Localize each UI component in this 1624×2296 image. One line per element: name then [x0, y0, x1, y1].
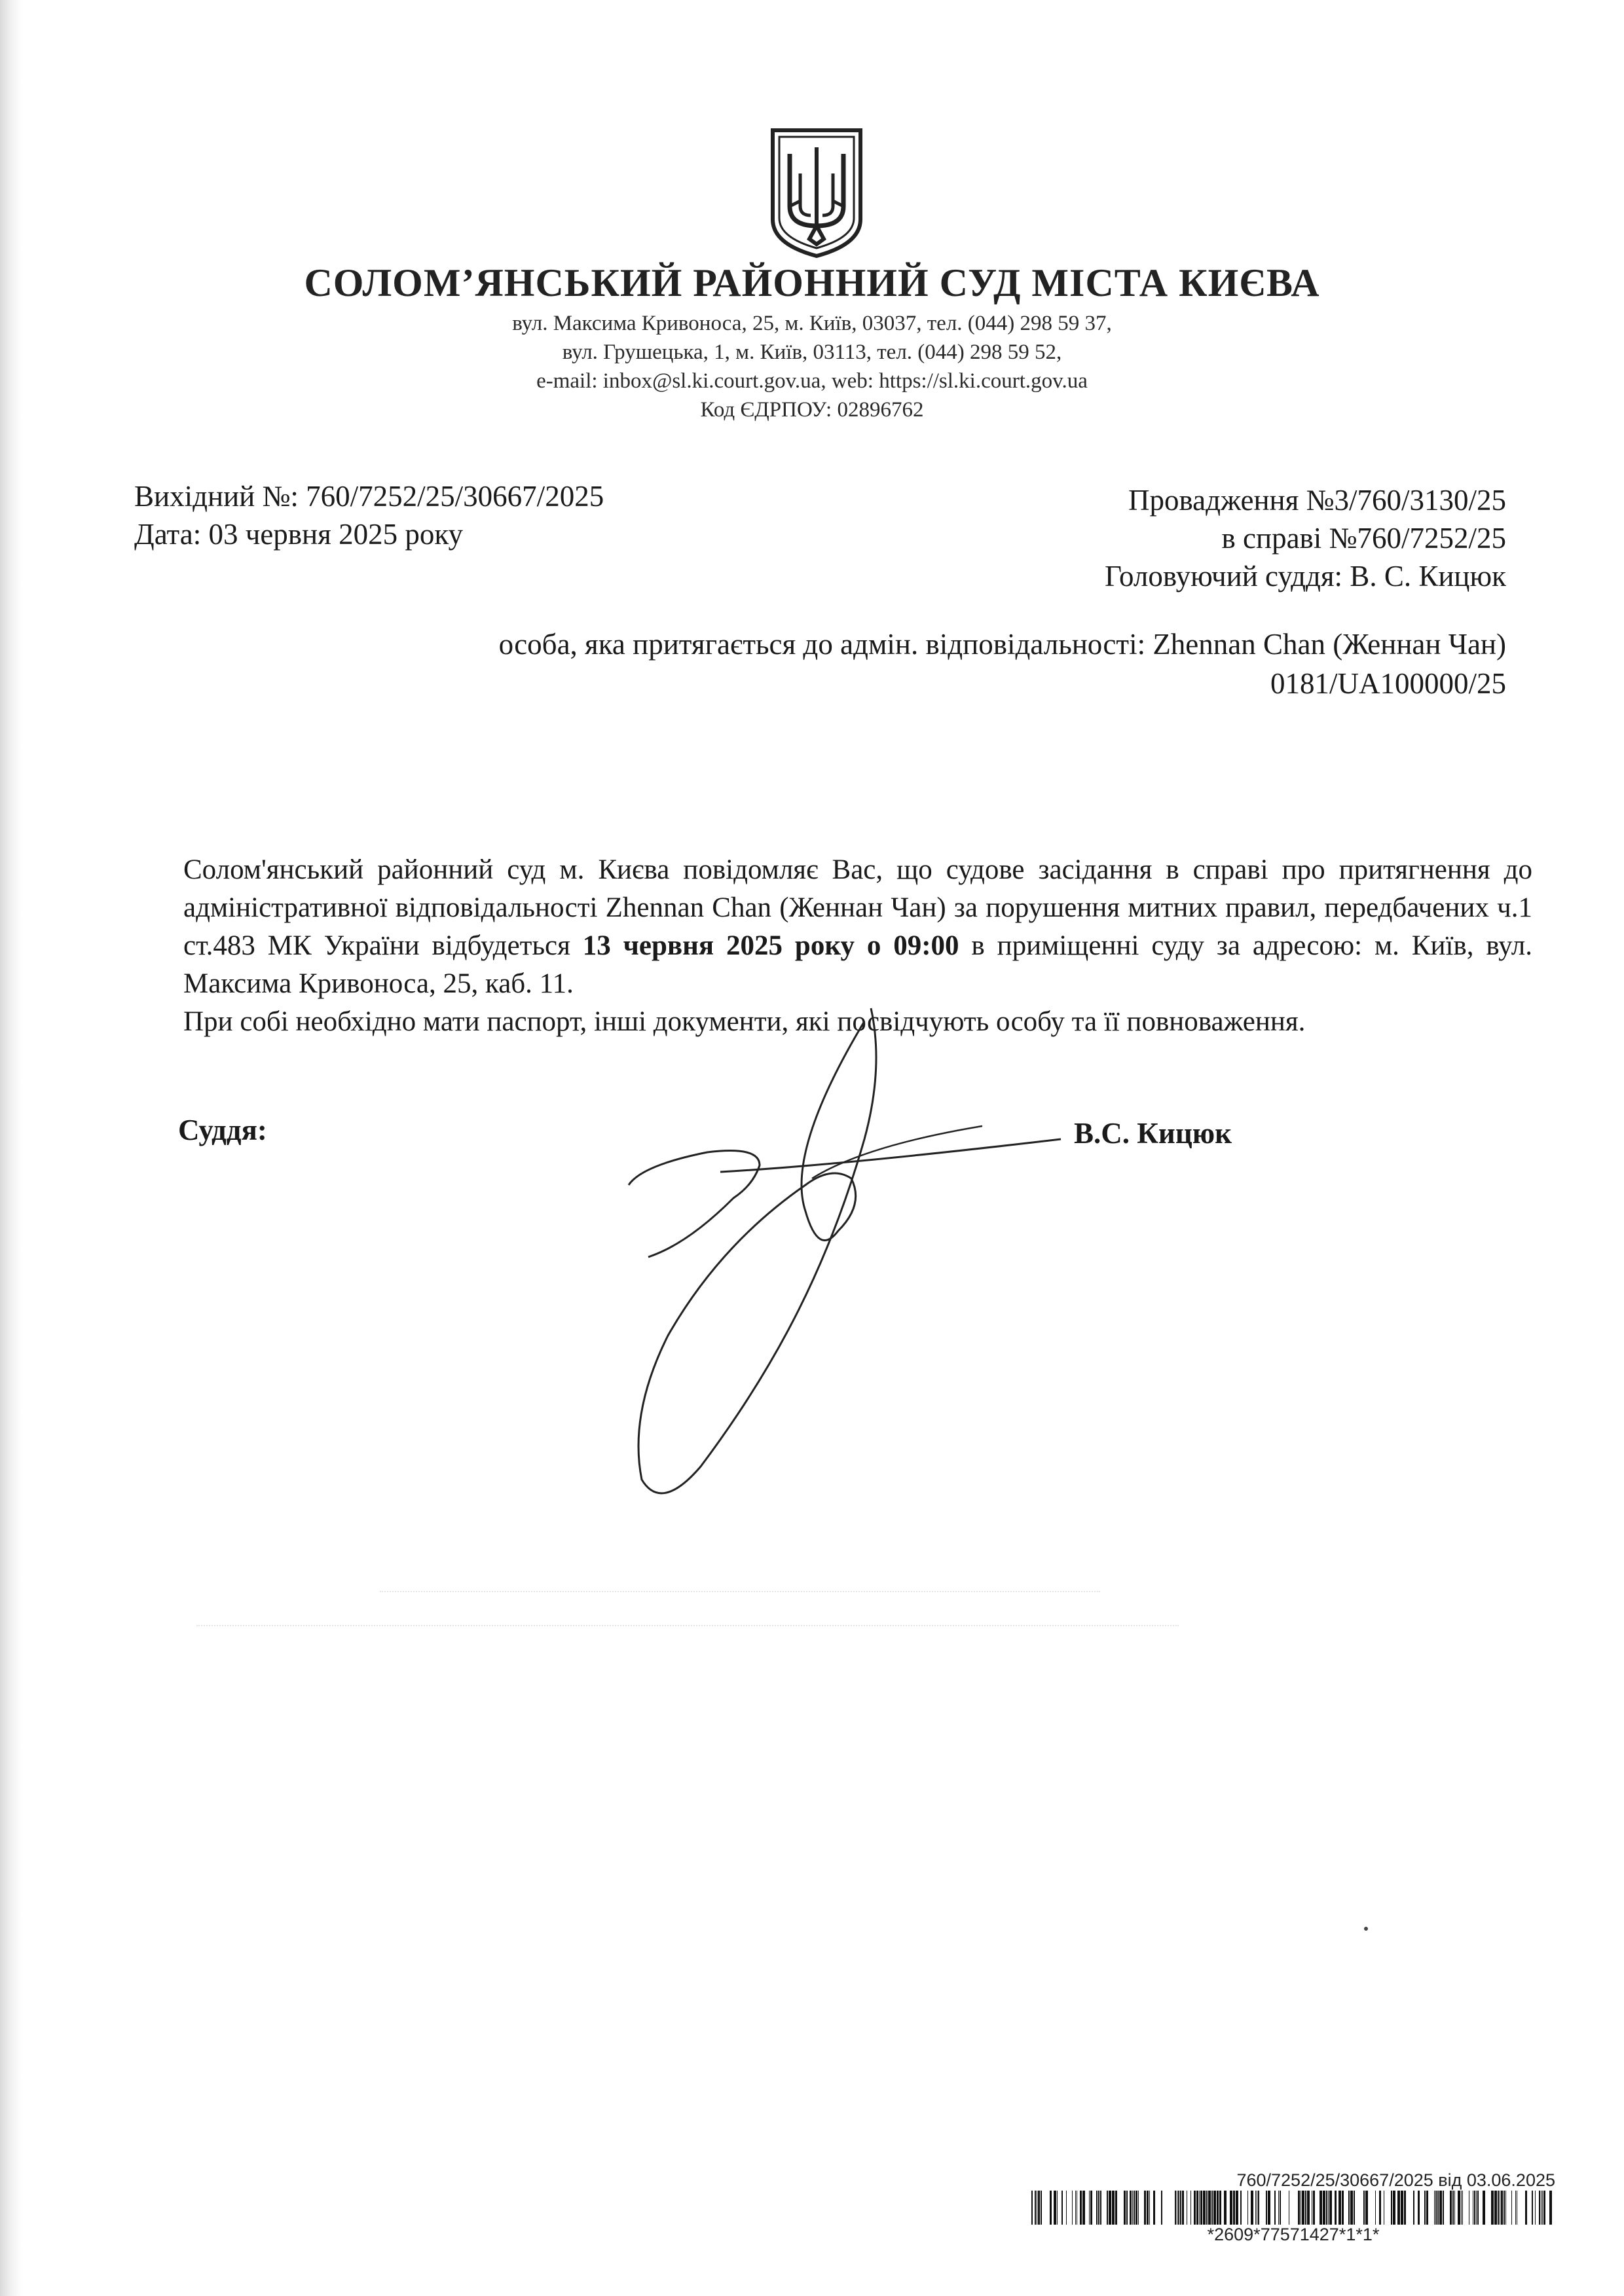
hearing-datetime: 13 червня 2025 року о 09:00: [582, 930, 959, 961]
case-number: в справі №760/7252/25: [1221, 522, 1506, 555]
barcode-block: [1031, 2170, 1555, 2245]
accused-person-code: 0181/UA100000/25: [1270, 667, 1506, 700]
judge-name: В.С. Кицюк: [1074, 1117, 1232, 1150]
scan-speck: [1364, 1927, 1368, 1931]
court-edrpou: Код ЄДРПОУ: 02896762: [700, 398, 924, 422]
court-name: СОЛОМ’ЯНСЬКИЙ РАЙОННИЙ СУД МІСТА КИЄВА: [304, 261, 1320, 304]
proceeding-number: Провадження №3/760/3130/25: [1128, 484, 1506, 517]
judge-label: Суддя:: [178, 1114, 267, 1146]
notice-text-end: в приміщенні суду за адресою: м. Київ, вул. Максима Кривоноса, 25, каб. 11.: [183, 930, 1533, 999]
barcode-reference: 760/7252/25/30667/2025 від 03.06.2025: [1236, 2170, 1555, 2190]
court-address-1: вул. Максима Кривоноса, 25, м. Київ, 03037, тел. (044) 298 59 37,: [512, 312, 1112, 335]
document-date: Дата: 03 червня 2025 року: [134, 518, 464, 551]
presiding-judge: Головуючий суддя: В. С. Кицюк: [1104, 560, 1506, 592]
notice-paragraph-2: При собі необхідно мати паспорт, інші документи, які посвідчують особу та її повноваження.: [183, 1006, 1306, 1037]
barcode-code: *2609*77571427*1*1*: [1207, 2225, 1380, 2244]
accused-person: особа, яка притягається до адмін. відповідальності: Zhennan Chan (Женнан Чан): [498, 628, 1506, 661]
bleed-through-marks: [131, 1558, 1244, 1626]
notice-text-start: Солом'янський районний суд м. Києва повідомляє Вас, що судове засідання в справі про притягнення до адміністративної відповідальності Zhennan Chan (Женнан Чан) за порушення митних правил, передбачених ч.1 ст.483 МК України відбудеться: [183, 854, 1532, 961]
court-email-web: e-mail: inbox@sl.ki.court.gov.ua, web: https://sl.ki.court.gov.ua: [536, 369, 1088, 393]
outgoing-number: Вихідний №: 760/7252/25/30667/2025: [134, 480, 604, 513]
trident-emblem-icon: [770, 128, 863, 259]
barcode-graphic: [1031, 2191, 1555, 2225]
court-address-2: вул. Грушецька, 1, м. Київ, 03113, тел. (044) 298 59 52,: [562, 340, 1062, 364]
handwritten-signature: [589, 969, 1087, 1519]
